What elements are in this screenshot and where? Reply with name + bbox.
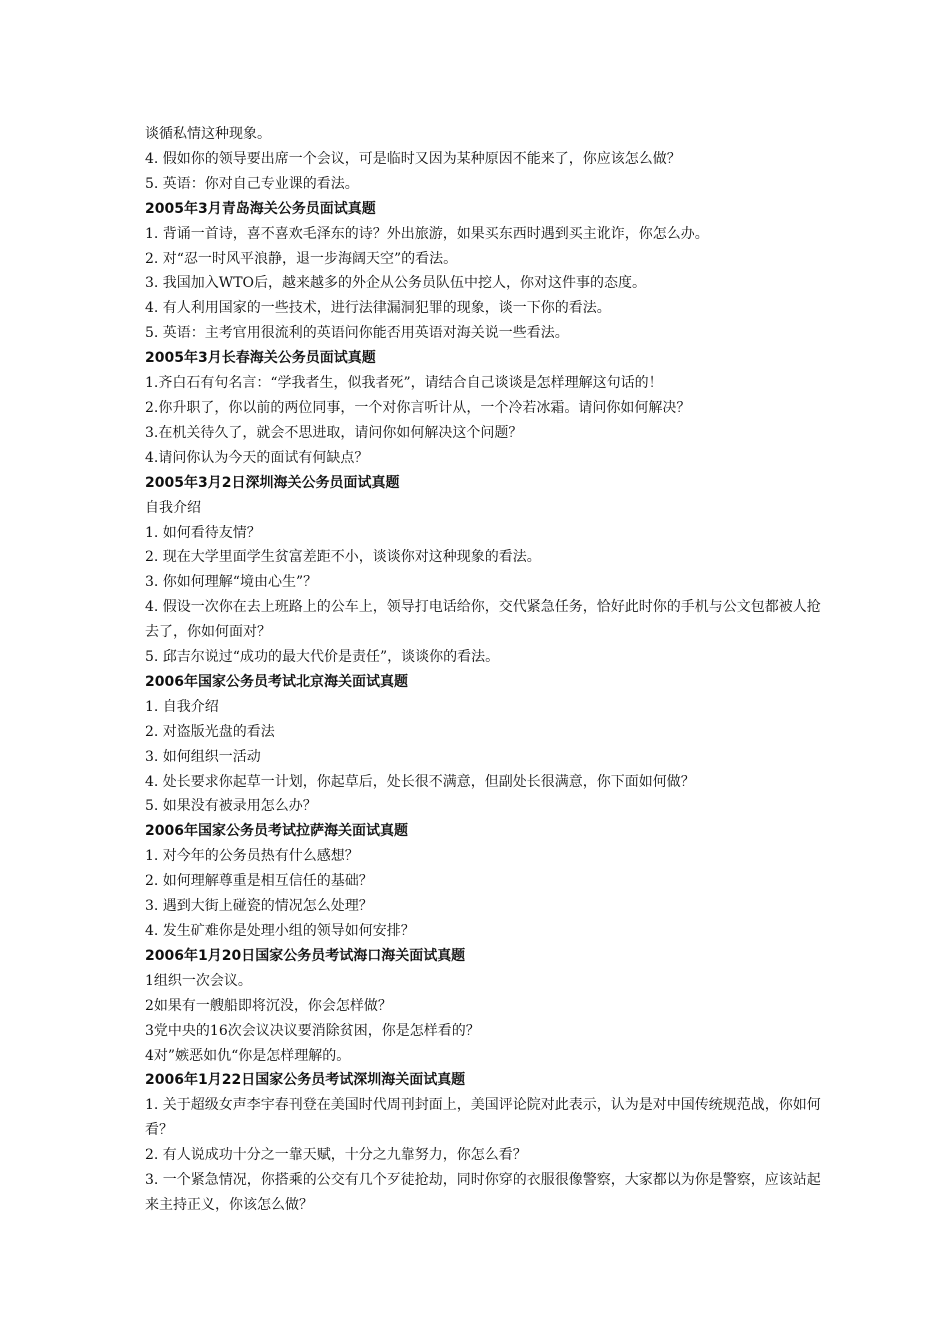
question-item: 1. 如何看待友情？ <box>145 524 261 541</box>
question-item: 5. 如果没有被录用怎么办？ <box>145 798 317 815</box>
question-item: 4. 有人利用国家的一些技术，进行法律漏洞犯罪的现象，谈一下你的看法。 <box>145 300 611 317</box>
question-item: 2. 对盗版光盘的看法 <box>145 723 275 740</box>
question-item: 2. 如何理解尊重是相互信任的基础？ <box>145 873 373 890</box>
lead-item: 5. 英语：你对自己专业课的看法。 <box>145 175 359 192</box>
question-item: 2. 有人说成功十分之一靠天赋，十分之九靠努力，你怎么看？ <box>145 1147 527 1164</box>
question-item: 5. 邱吉尔说过“成功的最大代价是责任”，谈谈你的看法。 <box>145 649 500 666</box>
question-item: 1. 关于超级女声李宇春刊登在美国时代周刊封面上，美国评论院对此表示，认为是对中国传统规范战，你如何看？ <box>145 1097 821 1139</box>
question-item: 4对”嫉恶如仇“你是怎样理解的。 <box>145 1047 351 1064</box>
question-item: 2如果有一艘船即将沉没，你会怎样做？ <box>145 997 392 1014</box>
question-item: 2. 对“忍一时风平浪静，退一步海阔天空”的看法。 <box>145 250 458 267</box>
question-item: 3. 我国加入WTO后，越来越多的外企从公务员队伍中挖人，你对这件事的态度。 <box>145 275 647 292</box>
question-item: 1. 自我介绍 <box>145 698 219 715</box>
section-title: 2006年1月22日国家公务员考试深圳海关面试真题 <box>145 1072 466 1089</box>
question-item: 1. 背诵一首诗，喜不喜欢毛泽东的诗？外出旅游，如果买东西时遇到买主讹诈，你怎么办。 <box>145 225 709 242</box>
question-item: 4. 发生矿难你是处理小组的领导如何安排？ <box>145 923 415 939</box>
lead-item: 4. 假如你的领导要出席一个会议，可是临时又因为某种原因不能来了，你应该怎么做？ <box>145 150 681 167</box>
question-item: 3.在机关待久了，就会不思进取，请问你如何解决这个问题？ <box>145 424 523 441</box>
question-item: 3. 如何组织一活动 <box>145 748 261 765</box>
question-item: 3. 你如何理解“境由心生”？ <box>145 574 318 591</box>
section-title: 2006年1月20日国家公务员考试海口海关面试真题 <box>145 947 466 964</box>
question-item: 4. 处长要求你起草一计划，你起草后，处长很不满意，但副处长很满意，你下面如何做？ <box>145 773 695 790</box>
document-page <box>145 122 825 1218</box>
question-item: 2.你升职了，你以前的两位同事，一个对你言听计从，一个冷若冰霜。请问你如何解决？ <box>145 399 691 416</box>
question-item: 3党中央的16次会议决议要消除贫困，你是怎样看的？ <box>145 1022 480 1039</box>
section-title: 2006年国家公务员考试北京海关面试真题 <box>145 673 408 690</box>
section-title: 2005年3月长春海关公务员面试真题 <box>145 350 376 367</box>
section-title: 2005年3月青岛海关公务员面试真题 <box>145 200 376 217</box>
question-item: 3. 遇到大街上碰瓷的情况怎么处理？ <box>145 898 373 915</box>
question-item: 1组织一次会议。 <box>145 972 252 989</box>
question-item: 4.请问你认为今天的面试有何缺点？ <box>145 449 369 466</box>
question-item: 4. 假设一次你在去上班路上的公车上，领导打电话给你，交代紧急任务，恰好此时你的手机与公文包都被人抢去了，你如何面对？ <box>145 599 821 641</box>
section-title: 2005年3月2日深圳海关公务员面试真题 <box>145 474 400 491</box>
question-item: 自我介绍 <box>145 499 201 516</box>
question-item: 1.齐白石有句名言：“学我者生，似我者死”，请结合自己谈谈是怎样理解这句话的！ <box>145 375 663 392</box>
question-item: 1. 对今年的公务员热有什么感想？ <box>145 848 359 865</box>
question-item: 3. 一个紧急情况，你搭乘的公交有几个歹徒抢劫，同时你穿的衣服很像警察，大家都以为你是警察，应该站起来主持正义，你该怎么做？ <box>145 1172 821 1213</box>
question-item: 5. 英语：主考官用很流利的英语问你能否用英语对海关说一些看法。 <box>145 325 569 342</box>
section-title: 2006年国家公务员考试拉萨海关面试真题 <box>145 823 408 840</box>
question-item: 2. 现在大学里面学生贫富差距不小，谈谈你对这种现象的看法。 <box>145 549 541 566</box>
lead-text: 谈循私情这种现象。 <box>145 126 271 142</box>
